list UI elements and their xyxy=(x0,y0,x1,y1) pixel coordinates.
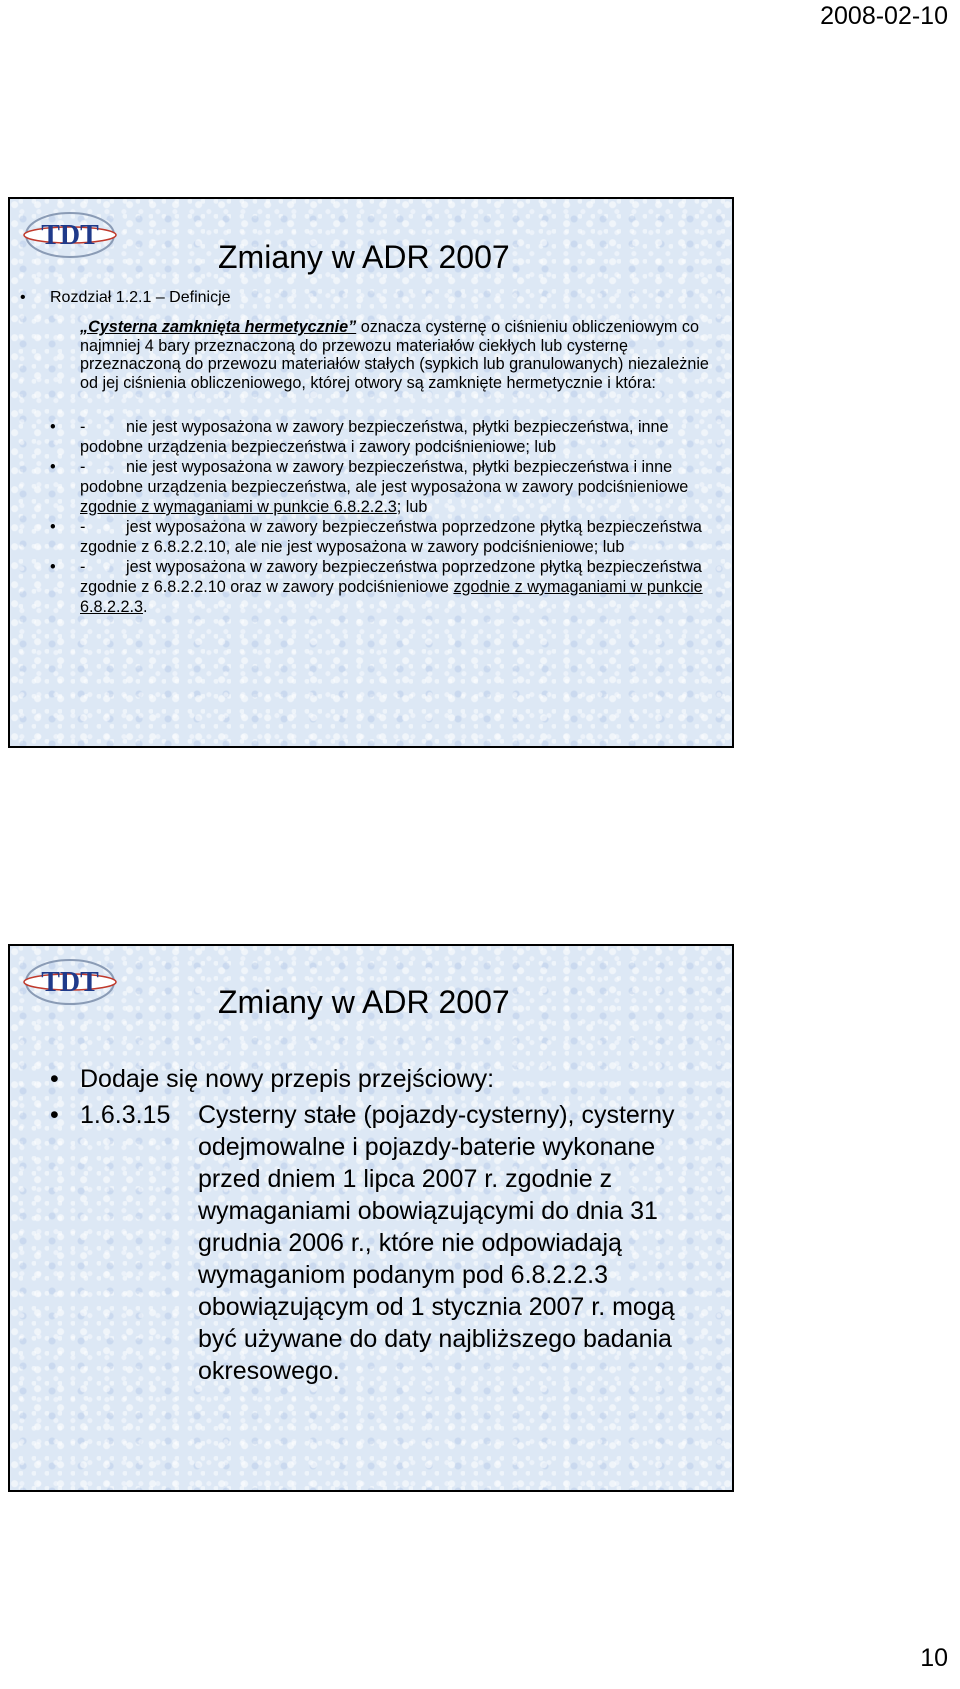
transitional-provision-list xyxy=(80,1063,710,1391)
list-item xyxy=(80,1099,710,1387)
list-item: • - nie jest wyposażona w zawory bezpieczeństwa, płytki bezpieczeństwa i inne podobne urządzenia bezpieczeństwa, ale jest wyposażona w zawory podciśnieniowe zgodnie z wymaganiami w punkcie 6.8.2.2.3; lub xyxy=(80,457,725,517)
definition-term: „Cysterna zamknięta hermetycznie” xyxy=(80,318,357,336)
reference-link: zgodnie z wymaganiami w punkcie 6.8.2.2.3 xyxy=(80,578,703,616)
header-date: 2008-02-10 xyxy=(820,2,948,30)
definition-paragraph xyxy=(80,318,720,392)
tdt-logo xyxy=(22,954,118,1010)
svg-text:TDT: TDT xyxy=(41,967,99,998)
tdt-logo xyxy=(22,207,118,263)
slide-1 xyxy=(8,197,734,748)
reference-link: zgodnie z wymaganiami w punkcie 6.8.2.2.3 xyxy=(80,498,397,516)
list-item: • - jest wyposażona w zawory bezpieczeństwa poprzedzone płytką bezpieczeństwa zgodnie z 6.8.2.2.10, ale nie jest wyposażona w zawory podciśnieniowe; lub xyxy=(80,517,725,557)
definition-body: oznacza cysternę o ciśnieniu obliczeniowym co najmniej 4 bary przeznaczoną do przewozu materiałów ciekłych lub cysternę przeznaczoną do przewozu materiałów stałych (sypkich lub granulowanych) niezależnie od jej ciśnienia obliczeniowego, której otwory są zamknięte hermetycznie i która: xyxy=(80,318,709,392)
provision-text: Cysterny stałe (pojazdy-cysterny), cysterny odejmowalne i pojazdy-baterie wykonane przed dniem 1 lipca 2007 r. zgodnie z wymaganiami obowiązującymi do dnia 31 grudnia 2006 r., które nie odpowiadają wymaganiom podanym pod 6.8.2.2.3 obowiązującym od 1 stycznia 2007 r. mogą być używane do daty najbliższego badania okresowego. xyxy=(198,1101,675,1385)
list-item: • - jest wyposażona w zawory bezpieczeństwa poprzedzone płytką bezpieczeństwa zgodnie z 6.8.2.2.10 oraz w zawory podciśnieniowe zgodnie z wymaganiami w punkcie 6.8.2.2.3. xyxy=(80,557,725,617)
list-item: • Dodaje się nowy przepis przejściowy: xyxy=(80,1063,710,1095)
page-number: 10 xyxy=(920,1644,948,1672)
slide-title: Zmiany w ADR 2007 xyxy=(218,984,510,1020)
definition-conditions xyxy=(80,417,725,617)
slide-title: Zmiany w ADR 2007 xyxy=(218,239,510,275)
svg-text:TDT: TDT xyxy=(41,220,99,251)
slide-2 xyxy=(8,944,734,1492)
provision-code: • 1.6.3.15 xyxy=(80,1101,171,1129)
section-heading: • Rozdział 1.2.1 – Definicje xyxy=(50,289,231,307)
list-item: • - nie jest wyposażona w zawory bezpieczeństwa, płytki bezpieczeństwa, inne podobne urządzenia bezpieczeństwa i zawory podciśnieniowe; lub xyxy=(80,417,725,457)
